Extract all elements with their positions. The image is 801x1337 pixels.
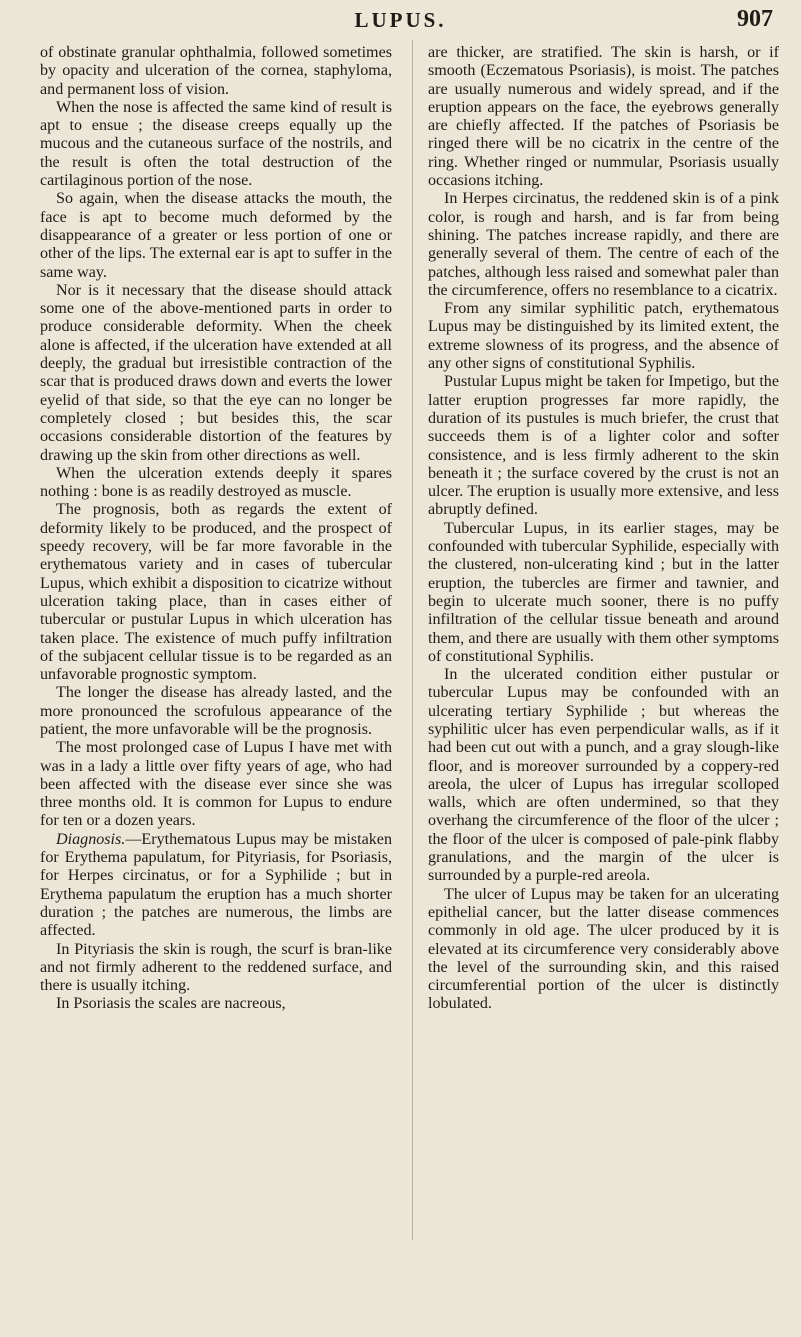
- paragraph: [40, 739, 392, 830]
- paragraph-text: Tubercular Lupus, in its earlier stages, may be confounded with tubercular Syphilide, especially with the clustered, non-ulcerating kind ; but in the latter eruption, the tubercles are firmer and tawnier, and begin to ulcerate much sooner, there is no puffy infiltration of the cellular tissue beneath and around them, and there are usually with them other symptoms of constitutional Syphilis.: [428, 519, 779, 665]
- continued-paragraph: [428, 44, 779, 190]
- page-header: [0, 6, 801, 36]
- right-text-column: [428, 44, 779, 1014]
- paragraph-text: In Pityriasis the skin is rough, the scurf is bran-like and not firmly adherent to the reddened surface, and there is usually itching.: [40, 940, 392, 995]
- paragraph-text: Pustular Lupus might be taken for Impetigo, but the latter eruption progresses far more rapidly, the duration of its pustules is much briefer, the crust that succeeds them is of a lighter color and softer consistence, and is less firmly adherent to the skin beneath it ; the surface covered by the crust is not an ulcer. The eruption is usually more extensive, and less abruptly defined.: [428, 373, 779, 519]
- paragraph: [428, 520, 779, 666]
- paragraph-text: Nor is it necessary that the disease should attack some one of the above-mentioned parts in order to produce considerable deformity. When the cheek alone is affected, if the ulceration have extended at all deeply, the gradual but irresistible contraction of the scar that is produced draws down and everts the lower eyelid of that side, so that the eye can no longer be completely closed ; but besides this, the scar occasions considerable distortion of the features by drawing up the skin from other directions as well.: [40, 281, 392, 464]
- paragraph-text: In Herpes circinatus, the reddened skin is of a pink color, is rough and harsh, and is far from being shining. The patches increase rapidly, and there are generally several of them. The centre of each of the patches, although less raised and somewhat paler than the circumference, offers no resemblance to a cicatrix.: [428, 190, 779, 299]
- paragraph: [40, 684, 392, 739]
- paragraph: [40, 190, 392, 281]
- paragraph: [40, 99, 392, 190]
- left-text-column: [40, 44, 392, 1014]
- page-number: 907: [737, 6, 773, 32]
- paragraph-text: In Psoriasis the scales are nacreous,: [56, 995, 286, 1013]
- paragraph-text: When the ulceration extends deeply it spares nothing : bone is as readily destroyed as muscle.: [40, 464, 392, 501]
- paragraph-text: The longer the disease has already lasted, and the more pronounced the scrofulous appearance of the patient, the more unfavorable will be the prognosis.: [40, 684, 392, 738]
- paragraph: [40, 501, 392, 684]
- paragraph: [428, 373, 779, 519]
- paragraph: [428, 666, 779, 886]
- running-head: LUPUS.: [354, 8, 447, 32]
- section-heading: Diagnosis.: [56, 830, 126, 848]
- paragraph: [40, 941, 392, 996]
- paragraph: [40, 465, 392, 502]
- paragraph-text: When the nose is affected the same kind of result is apt to ensue ; the disease creeps equally up the mucous and the cutaneous surface of the nostrils, and the result is often the total destruction of the cartilaginous portion of the nose.: [40, 98, 392, 190]
- paragraph-text: The ulcer of Lupus may be taken for an ulcerating epithelial cancer, but the latter disease commences commonly in old age. The ulcer produced by it is elevated at its circumference very considerably above the level of the surrounding skin, and this raised circumferential portion of the ulcer is distinctly lobulated.: [428, 885, 779, 1013]
- paragraph-text: The prognosis, both as regards the extent of deformity likely to be produced, and the prospect of speedy recovery, will be far more favorable in the erythematous variety and in cases of tubercular Lupus, which exhibit a disposition to cicatrize without ulceration taking place, than in cases either of tubercular or pustular Lupus in which ulceration has taken place. The existence of much puffy infiltration of the subjacent cellular tissue is to be regarded as an unfavorable prognostic symptom.: [40, 501, 392, 684]
- paragraph-text: of obstinate granular ophthalmia, followed sometimes by opacity and ulceration of the cornea, staphyloma, and permanent loss of vision.: [40, 44, 392, 98]
- paragraph: [428, 190, 779, 300]
- paragraph-text: —Erythematous Lupus may be mistaken for Erythema papulatum, for Pityriasis, for Psoriasis, for Herpes circinatus, or for a Syphilide ; but in Erythema papulatum the eruption has a much shorter duration ; the patches are numerous, the limbs are affected.: [40, 830, 392, 940]
- paragraph: [40, 995, 392, 1013]
- paragraph: [40, 282, 392, 465]
- paragraph-text: So again, when the disease attacks the mouth, the face is apt to become much deformed by the disappearance of a greater or less portion of one or other of the lips. The external ear is apt to suffer in the same way.: [40, 190, 392, 281]
- paragraph-text: In the ulcerated condition either pustular or tubercular Lupus may be confounded with an ulcerating tertiary Syphilide ; but whereas the syphilitic ulcer has even perpendicular walls, as if it had been cut out with a punch, and a gray slough-like floor, and is moreover surrounded by a coppery-red areola, the ulcer of Lupus has irregular scolloped walls, which are often undermined, so that they overhang the circumference of the floor of the ulcer ; the floor of the ulcer is composed of pale-pink flabby granulations, and the margin of the ulcer is surrounded by a purple-red areola.: [428, 666, 779, 885]
- paragraph-text: The most prolonged case of Lupus I have met with was in a lady a little over fifty years of age, who had been affected with the disease ever since she was three months old. It is common for Lupus to endure for ten or a dozen years.: [40, 739, 392, 830]
- paragraph-text: From any similar syphilitic patch, erythematous Lupus may be distinguished by its limited extent, the extreme slowness of its progress, and the absence of any other signs of constitutional Syphilis.: [428, 300, 779, 373]
- continued-paragraph: [40, 44, 392, 99]
- paragraph: [428, 300, 779, 373]
- column-divider: [412, 40, 413, 1240]
- paragraph-text: are thicker, are stratified. The skin is harsh, or if smooth (Eczematous Psoriasis), is moist. The patches are usually numerous and widely spread, and if the eruption appears on the face, the eyebrows generally are chiefly affected. If the patches of Psoriasis be ringed there will be no cicatrix in the centre of the ring. Whether ringed or nummular, Psoriasis usually occasions itching.: [428, 44, 779, 190]
- paragraph: [428, 886, 779, 1014]
- paragraph: [40, 831, 392, 941]
